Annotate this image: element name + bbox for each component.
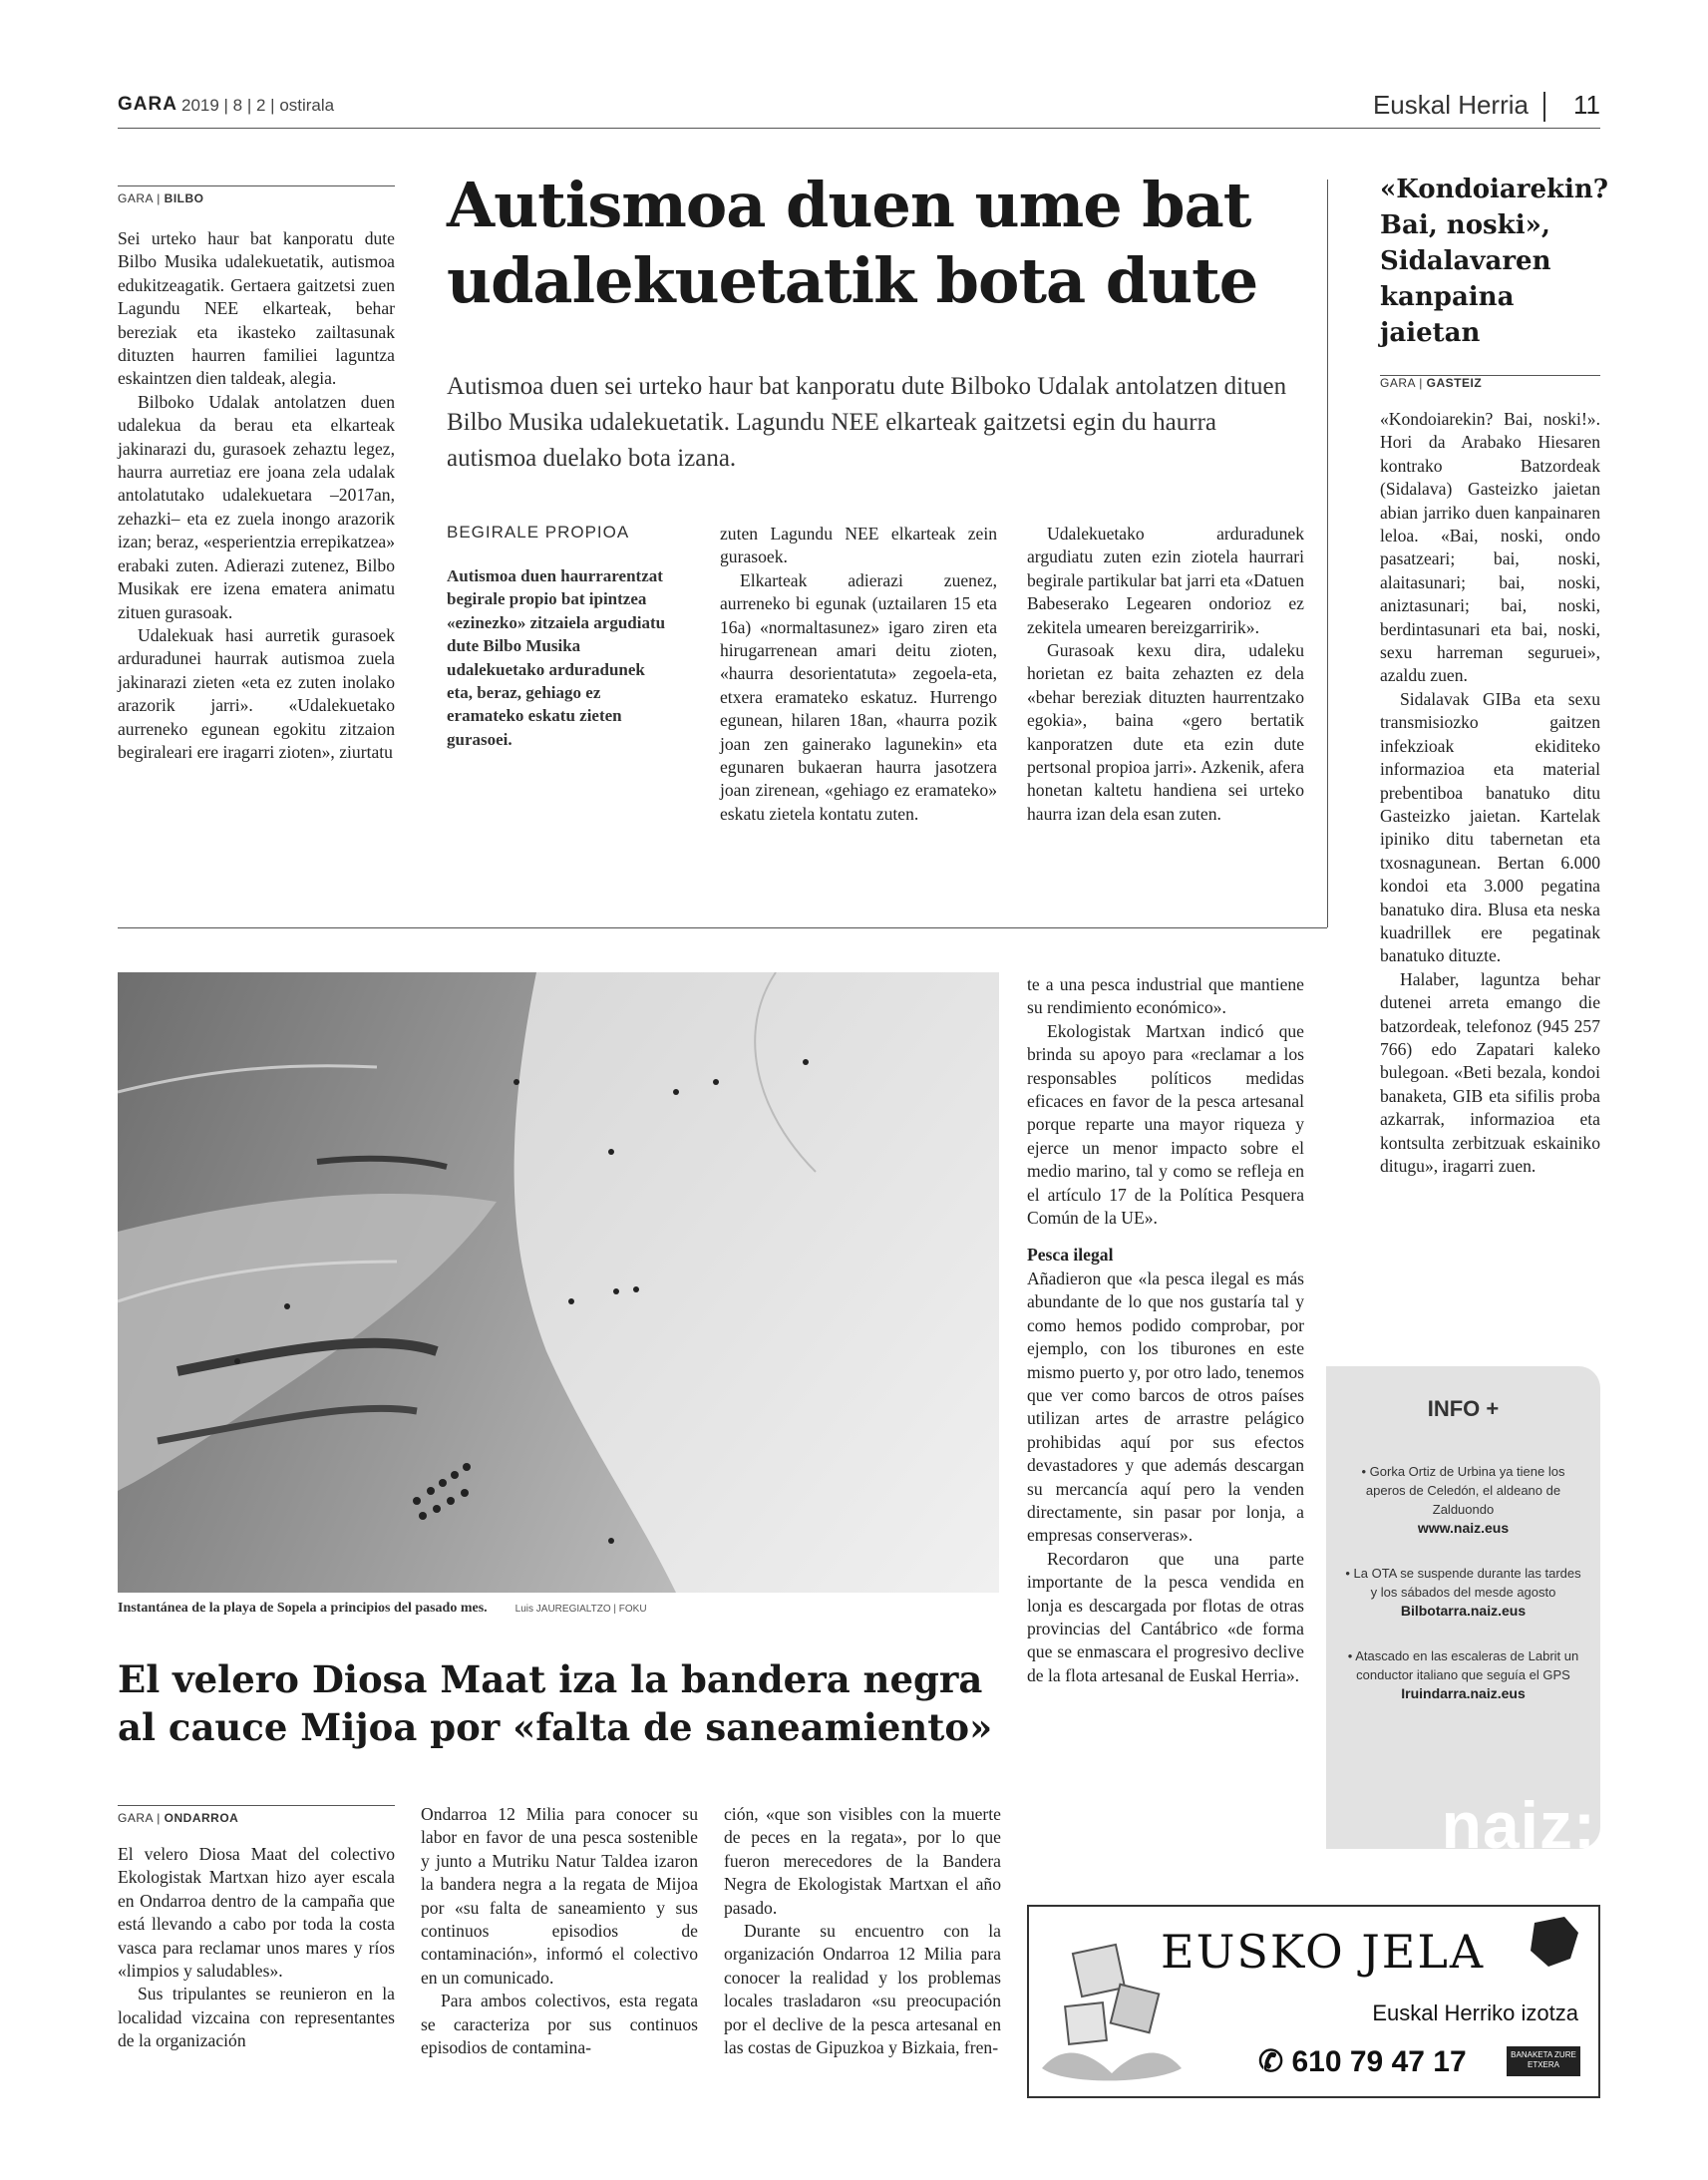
header-divider — [1543, 92, 1545, 122]
paragraph: Añadieron que «la pesca ilegal es más abundante de lo que nos gustaría tal y como hemos podido comprobar, por ejemplo, con los tiburones en este mismo puerto y, por otro lado, tenemos que ver como barcos de otros países utilizan artes de arrastre pelágico prohibidas aquí por sus efectos devastadores y que además descargan su mercancía aquí pero la venden directamente, sin pasar por lonja, a empresas conserveras». — [1027, 1268, 1304, 1546]
main-col-2 — [720, 523, 997, 826]
paragraph: Ekologistak Martxan indicó que brinda su apoyo para «reclamar a los responsables políticos medidas eficaces en favor de la pesca artesanal porque reparte una mayor riqueza y ejerce un menor impacto sobre el medio marino, tal y como se refleja en el artículo 17 de la Política Pesquera Común de la UE». — [1027, 1020, 1304, 1229]
paragraph: Ondarroa 12 Milia para conocer su labor en favor de una pesca sostenible y junto a Mutriku Natur Taldea izaron la bandera negra a la regata de Mijoa por «su falta de saneamiento y sus continuos episodios de contaminación», informó el colectivo en un comunicado. — [421, 1804, 698, 1988]
paragraph: «Kondoiarekin? Bai, noski!». Hori da Arabako Hiesaren kontrako Batzordeak (Sidalava) Gasteizko jaietan abian jarriko duen kanpainaren leloa. «Bai, noski, ondo pasatzeari; bai, noski, alaitasunari; bai, noski, aniztasunari; bai, noski, berdintasunari eta bai, noski, sexu harreman seguruei», azaldu zuen. — [1380, 409, 1600, 686]
info-item-text: • Atascado en las escaleras de Labrit un conductor italiano que seguía el GPS — [1347, 1648, 1579, 1682]
byline-source: GARA — [118, 191, 154, 205]
byline-source: GARA — [118, 1811, 154, 1825]
info-item — [1344, 1462, 1582, 1538]
info-item — [1344, 1564, 1582, 1621]
beach-photo-illustration — [118, 972, 999, 1593]
info-item — [1344, 1646, 1582, 1703]
bottom-col-3 — [724, 1803, 1001, 2059]
info-item-text: • Gorka Ortiz de Urbina ya tiene los aperos de Celedón, el aldeano de Zalduondo — [1361, 1464, 1565, 1517]
paragraph: Recordaron que una parte importante de la pesca vendida en lonja es descargada por flotas de otras provincias del Cantábrico «de forma que se enmascara el progresivo declive de la flota artesanal de Euskal Herria». — [1027, 1548, 1304, 1685]
byline-rule — [118, 1805, 395, 1806]
paragraph: Durante su encuentro con la organización Ondarroa 12 Milia para conocer la realidad y los problemas locales trasladaron «su preocupación por el declive de la pesca artesanal en las costas de Gipuzkoa y Bizkaia, fren- — [724, 1921, 1001, 2058]
main-col-3 — [1027, 523, 1304, 826]
right-article — [1380, 172, 1609, 1178]
info-item-text: • La OTA se suspende durante las tardes y los sábados del mesde agosto — [1345, 1566, 1581, 1600]
header-rule — [118, 128, 1600, 129]
advertisement — [1027, 1905, 1600, 2098]
info-box-title: INFO + — [1427, 1396, 1500, 1421]
ad-badge-text: BANAKETA ZURE ETXERA — [1511, 2050, 1576, 2069]
paragraph: El velero Diosa Maat del colectivo Ekologistak Martxan hizo ayer escala en Ondarroa dentro de la campaña que está llevando a cabo por toda la costa vasca para reclamar unos mares y ríos «limpios y saludables». — [118, 1844, 395, 1982]
basque-map-icon — [1525, 1913, 1584, 1973]
byline-rule — [118, 185, 395, 186]
naiz-logo: naiz: — [1441, 1788, 1596, 1849]
issue-date: 2019 | 8 | 2 | ostirala — [181, 96, 335, 115]
ad-delivery-badge — [1507, 2046, 1580, 2076]
main-headline — [447, 168, 1324, 319]
byline-place: ONDARROA — [164, 1811, 239, 1825]
paragraph: Halaber, laguntza behar dutenei arreta emango die batzordeak, telefonoz (945 257 766) edo Zapatari kaleko bulegoan. «Beti bezala, kondoi banaketa, GIB eta sifilis proba azkarrak, informazioa eta kontsulta zerbitzuak eskainiko ditugu», iragarri zuen. — [1380, 968, 1600, 1176]
page-number: 11 — [1573, 90, 1600, 120]
bottom-headline-line: al cauce Mijoa por «falta de saneamiento» — [118, 1705, 993, 1749]
paragraph: Sidalavak GIBa eta sexu transmisiozko gaitzen infekzioak ekiditeko informazioa eta material prebentiboa banatuko ditu Gasteizko jaietan. Kartelak ipiniko ditu tabernetan eta txosnagunean. Bertan 6.000 kondoi eta 3.000 pegatina banatuko dira. Blusa eta neska kuadrillek ere pegatinak banatuko dituzte. — [1380, 688, 1600, 966]
paragraph: Udalekuetako arduradunek argudiatu zuten ezin ziotela haurrari begirale partikular bat jarri eta «Datuen Babeserako Legearen ondorioz ez zekitela umearen bereizgarririk». — [1027, 524, 1304, 637]
subhead: BEGIRALE PROPIOA — [447, 523, 630, 542]
main-vertical-rule — [1327, 180, 1328, 927]
pull-quote: Autismoa duen haurrarentzat begirale propio bat ipintzea «ezinezko» zitzaiela argudiatu dute Bilbo Musika udalekuetako arduradunek eta, beraz, gehiago ez eramateko eskatu zieten gurasoei. — [447, 566, 666, 749]
ad-tagline: Euskal Herriko izotza — [1372, 2000, 1578, 2025]
paragraph: zuten Lagundu NEE elkarteak zein gurasoek. — [720, 524, 997, 567]
paragraph: ción, «que son visibles con la muerte de peces en la regata», por lo que fueron merecedores de la Bandera Negra de Ekologistak Martxan el año pasado. — [724, 1804, 1001, 1918]
bottom-col-4 — [1027, 973, 1304, 1687]
bottom-col-1 — [118, 1809, 395, 2053]
paragraph: Gurasoak kexu dira, udaleku horietan ez baita zehazten ez dela «behar bereziak dituzten haurrentzako egokia», baina «gero bertatik kanporatzen dute eta ezin dute pertsonal propioa jarri». Azkenik, afera honetan kaltetu handiena sei urteko haurra izan dela esan zuten. — [1027, 640, 1304, 824]
paragraph: Elkarteak adierazi zuenez, aurreneko bi egunak (uztailaren 15 eta 16a) «normaltasunez» igaro ziren eta hirugarrenean amari deitu zioten, «haurra desorientatuta» zegoela-eta, etxera eramateko eskatuz. Hurrengo egunean, hilaren 18an, «haurra pozik joan zen gainerako lagunekin» eta egunaren bukaeran haurra jasotzera joan zirenean, «gehiago ez eramateko» eskatu zietela kontatu zuten. — [720, 569, 997, 824]
paragraph: Sei urteko haur bat kanporatu dute Bilbo Musika udalekuetatik, autismoa edukitzeagatik. Gertaera gaitzetsi zuen Lagundu NEE elkarteak, behar bereziak eta ikasteko zailtasunak dituzten haurren familiei laguntza eskaintzen dien taldeak, alegia. — [118, 228, 395, 389]
right-article-body — [1380, 408, 1600, 1178]
left-column-body — [118, 227, 395, 764]
info-item-link[interactable]: www.naiz.eus — [1417, 1520, 1510, 1536]
main-lead: Autismoa duen sei urteko haur bat kanporatu dute Bilboko Udalak antolatzen dituen Bilbo Musika udalekuetatik. Lagundu NEE elkarteak gaitzetsi egin du haurra autismoa duelako bota izana. — [447, 373, 1287, 472]
bottom-col-2 — [421, 1803, 698, 2059]
main-col-1 — [447, 523, 668, 751]
main-headline-line: Autismoa duen ume bat — [447, 169, 1251, 241]
bottom-headline-line: El velero Diosa Maat iza la bandera negra — [118, 1657, 983, 1701]
ad-phone: ✆ 610 79 47 17 — [1258, 2045, 1467, 2078]
section-rule — [118, 927, 1327, 928]
paragraph: Udalekuak hasi aurretik gurasoek arduradunei haurrak autismoa zuela jakinarazi zieten «eta ez zuten inolako arazorik jarri». «Udalekuetako aurreneko egunean egokitu zitzaion begiraleari ere iragarri zioten», ziurtatu — [118, 624, 395, 762]
beach-photo — [118, 972, 999, 1593]
info-box — [1326, 1366, 1600, 1849]
paragraph: Sus tripulantes se reunieron en la localidad vizcaina con representantes de la organización — [118, 1984, 395, 2051]
left-column-article — [118, 189, 395, 764]
photo-caption-line — [118, 1599, 999, 1617]
page-header — [118, 92, 1600, 126]
byline-place: BILBO — [164, 191, 204, 205]
paragraph: Bilboko Udalak antolatzen duen udalekua da berau eta elkarteak jakinarazi du, gurasoek zehaztu legez, haurra aurretiaz ere joana zela udalak antolatutako udalekuetara –2017an, zehazki– eta ez zuela inongo arazorik izan; beraz, «esperientzia errepikatzea» erabaki zuten. Adierazi zutenez, Bilbo Musikak ere izena ematera animatu zituen gurasoak. — [118, 391, 395, 622]
main-headline-line: udalekuetatik bota dute — [447, 244, 1258, 317]
paragraph: Para ambos colectivos, esta regata se caracteriza por sus continuos episodios de contamina- — [421, 1991, 698, 2058]
photo-caption: Instantánea de la playa de Sopela a principios del pasado mes. — [118, 1601, 488, 1616]
bottom-headline — [118, 1655, 999, 1751]
right-article-headline: «Kondoiarekin? Bai, noski», Sidalavaren kanpaina jaietan — [1380, 175, 1609, 348]
ad-brand: EUSKO JELA — [1161, 1925, 1486, 1979]
byline: GARA | GASTEIZ — [1380, 376, 1483, 390]
paragraph: te a una pesca industrial que mantiene su rendimiento económico». — [1027, 974, 1304, 1018]
byline: GARA | BILBO — [118, 191, 204, 205]
info-item-link[interactable]: Bilbotarra.naiz.eus — [1400, 1603, 1527, 1619]
masthead: GARA — [118, 94, 177, 115]
section-name: Euskal Herria — [1372, 90, 1529, 120]
col4-subhead: Pesca ilegal — [1027, 1245, 1114, 1266]
byline-place: GASTEIZ — [1426, 376, 1483, 390]
photo-credit: Luis JAUREGIALTZO | FOKU — [514, 1604, 647, 1615]
info-item-link[interactable]: Iruindarra.naiz.eus — [1401, 1685, 1526, 1701]
bottom-col-1-body — [118, 1843, 395, 2053]
byline-source: GARA — [1380, 376, 1416, 390]
byline: GARA | ONDARROA — [118, 1811, 239, 1825]
byline-rule — [1380, 375, 1600, 376]
